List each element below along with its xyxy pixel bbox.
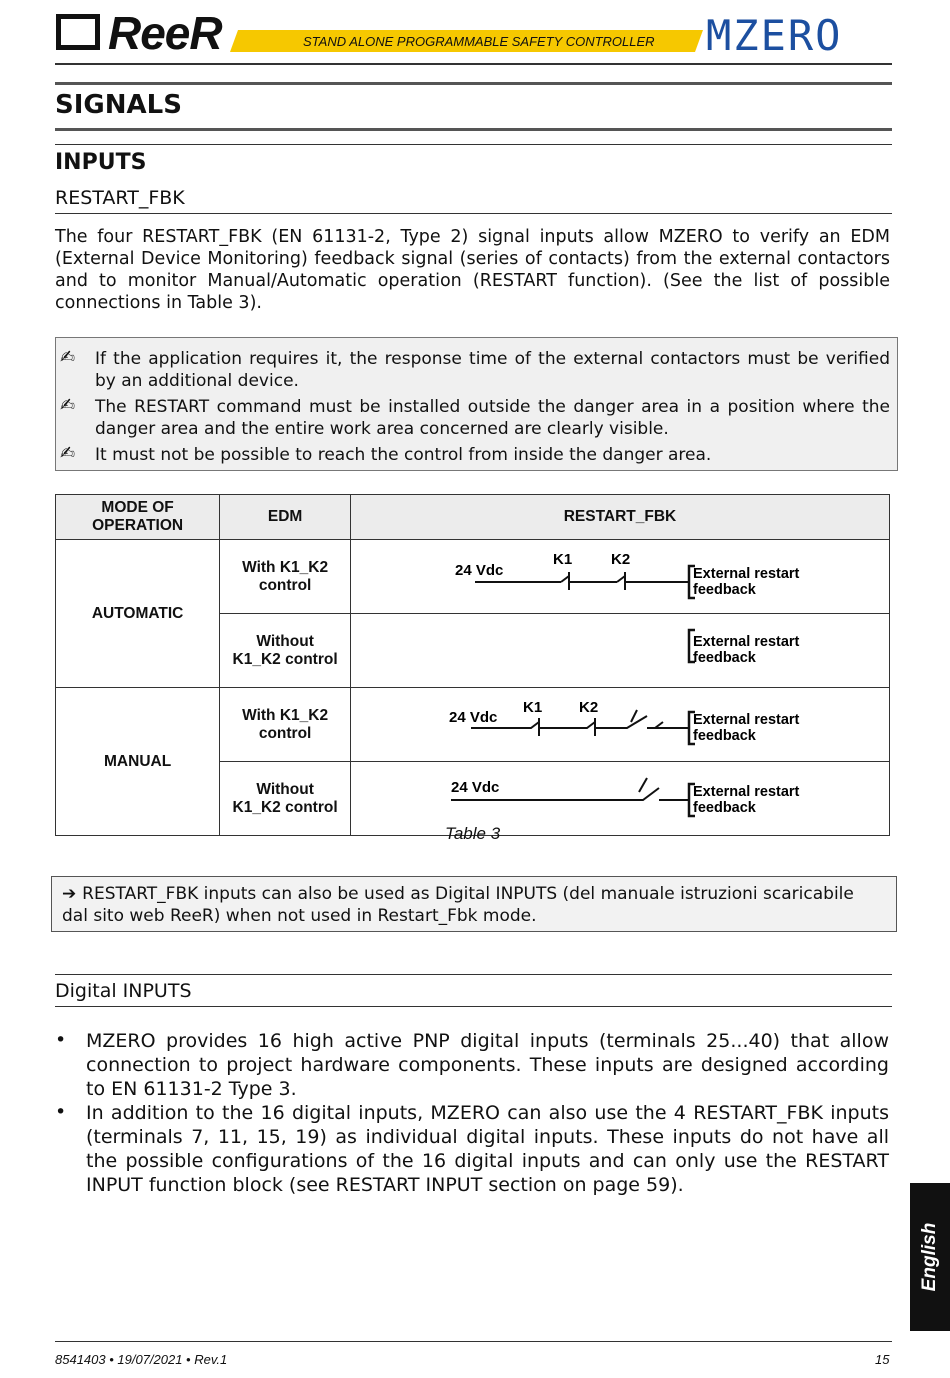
restart-heading: RESTART_FBK <box>55 187 185 209</box>
bullet-1: MZERO provides 16 high active PNP digital inputs (terminals 25...40) that allow connection to project hardware components. These inputs are designed according to EN 61131-2 Type 3. <box>86 1030 889 1100</box>
divider <box>55 144 892 145</box>
svg-text:K1: K1 <box>553 551 573 568</box>
svg-text:24 Vdc: 24 Vdc <box>449 709 498 726</box>
header-mode: MODE OF OPERATION <box>56 495 220 540</box>
diagram-manual-k1k2 <box>351 688 890 762</box>
table-caption: Table 3 <box>445 824 501 843</box>
divider <box>55 974 892 975</box>
header-subtitle: STAND ALONE PROGRAMMABLE SAFETY CONTROLLER <box>303 34 655 49</box>
svg-text:24 Vdc: 24 Vdc <box>451 779 500 796</box>
circuit-diagram <box>351 614 889 682</box>
svg-text:feedback: feedback <box>693 728 756 744</box>
circuit-diagram <box>351 762 889 830</box>
restart-table <box>55 494 890 836</box>
header-restart: RESTART_FBK <box>351 495 890 540</box>
footer-doc: 8541403 • 19/07/2021 • Rev.1 <box>55 1352 228 1367</box>
bullet-icon: • <box>55 1029 67 1051</box>
divider <box>55 213 892 214</box>
intro-paragraph: The four RESTART_FBK (EN 61131-2, Type 2) signal inputs allow MZERO to verify an EDM (External Device Monitoring) feedback signal (series of contacts) from the external contactors and to monitor Manual/Automatic operation (RESTART function). (See the list of possible connections in Table 3). <box>55 227 890 313</box>
subsection-title: INPUTS <box>55 150 147 175</box>
svg-text:feedback: feedback <box>693 650 756 666</box>
svg-text:K1: K1 <box>523 699 543 716</box>
svg-text:feedback: feedback <box>693 800 756 816</box>
divider <box>55 128 892 131</box>
edm-cell: With K1_K2 control <box>220 540 351 614</box>
header-rule <box>55 63 892 65</box>
divider <box>55 1006 892 1007</box>
info-note-text: RESTART_FBK inputs can also be used as Digital INPUTS (del manuale istruzioni scaricabile dal sito web ReeR) when not used in Restart_Fbk mode. <box>62 884 854 926</box>
mode-manual: MANUAL <box>56 688 220 836</box>
brand-logo: ReeR <box>108 7 222 59</box>
note-3: It must not be possible to reach the control from inside the danger area. <box>95 445 712 465</box>
reer-logo-mark <box>56 14 100 50</box>
edm-cell: Without K1_K2 control <box>220 614 351 688</box>
section-title: SIGNALS <box>55 90 182 120</box>
svg-text:External restart: External restart <box>693 712 800 728</box>
svg-text:K2: K2 <box>579 699 599 716</box>
header-edm: EDM <box>220 495 351 540</box>
pencil-icon: ✍ <box>60 395 76 416</box>
digital-heading: Digital INPUTS <box>55 980 192 1002</box>
svg-text:24 Vdc: 24 Vdc <box>455 562 504 579</box>
pencil-icon: ✍ <box>60 347 76 368</box>
language-tab-label: English <box>919 1222 940 1292</box>
edm-cell: With K1_K2 control <box>220 688 351 762</box>
svg-text:feedback: feedback <box>693 582 756 598</box>
arrow-right-icon: ➔ <box>62 884 83 904</box>
bullet-2: In addition to the 16 digital inputs, MZERO can also use the 4 RESTART_FBK inputs (terminals 7, 11, 15, 19) as individual digital inputs. These inputs do not have all the possible configurations of the 16 digital inputs and can only use the RESTART INPUT function block (see RESTART INPUT section on page 59). <box>86 1102 889 1196</box>
circuit-diagram <box>351 540 889 608</box>
circuit-diagram <box>351 688 889 756</box>
divider <box>55 82 892 85</box>
footer-rule <box>55 1341 892 1342</box>
page-number: 15 <box>875 1352 890 1367</box>
diagram-auto-no-k1k2 <box>351 614 890 688</box>
note-1: If the application requires it, the response time of the external contactors must be verified by an additional device. <box>95 349 890 391</box>
diagram-manual-no-k1k2 <box>351 762 890 836</box>
svg-text:External restart: External restart <box>693 566 800 582</box>
bullet-icon: • <box>55 1101 67 1123</box>
svg-text:External restart: External restart <box>693 634 800 650</box>
mode-automatic: AUTOMATIC <box>56 540 220 688</box>
svg-text:K2: K2 <box>611 551 631 568</box>
svg-text:External restart: External restart <box>693 784 800 800</box>
edm-cell: Without K1_K2 control <box>220 762 351 836</box>
info-note <box>62 883 882 927</box>
note-2: The RESTART command must be installed outside the danger area in a position where the danger area and the entire work area concerned are clearly visible. <box>95 397 890 439</box>
diagram-auto-k1k2 <box>351 540 890 614</box>
product-logo: MZERO <box>706 11 843 60</box>
pencil-icon: ✍ <box>60 443 76 464</box>
